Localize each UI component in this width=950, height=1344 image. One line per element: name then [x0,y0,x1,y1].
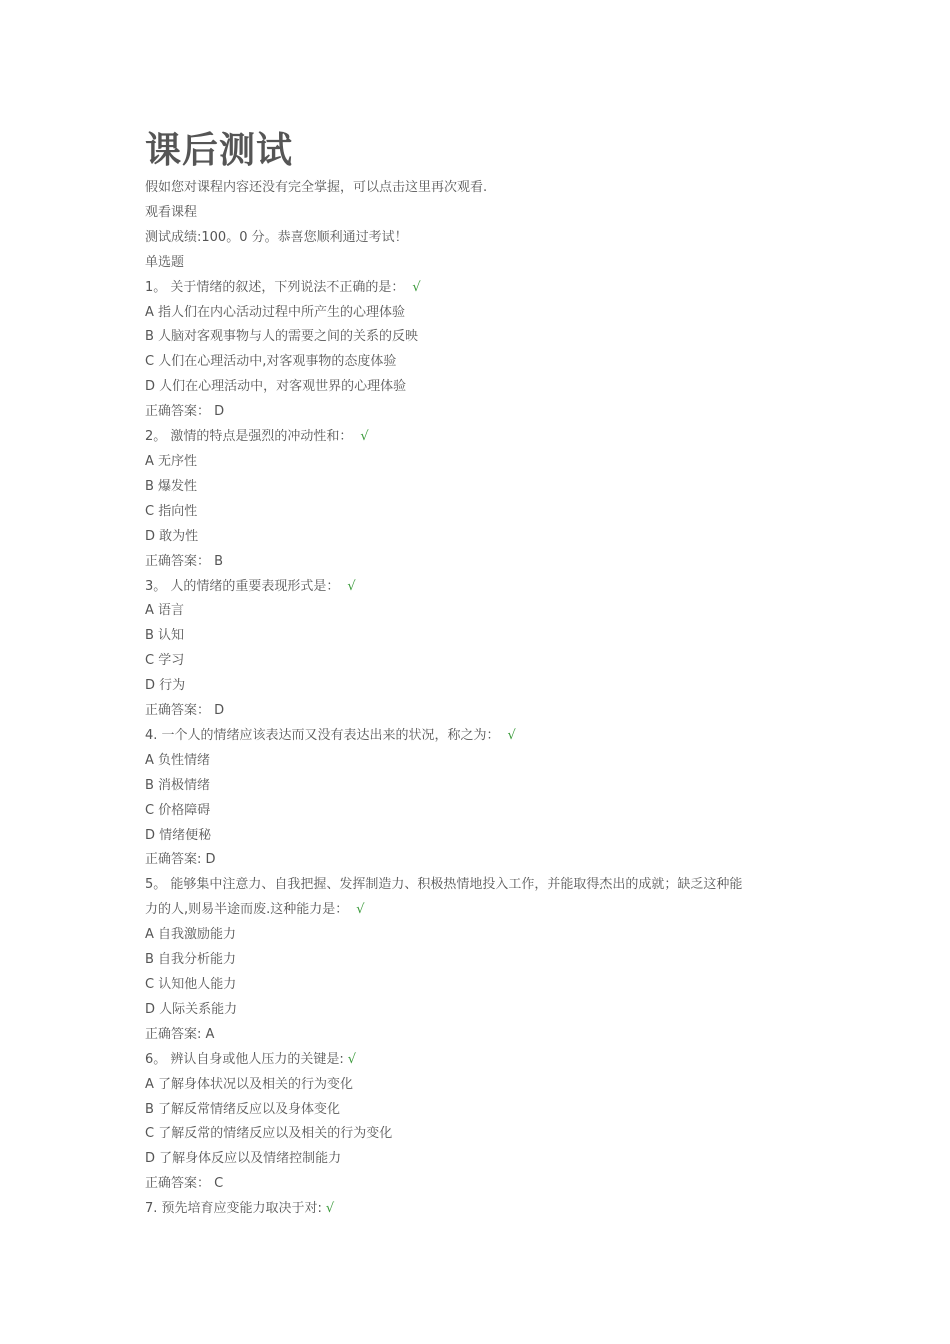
option-a: A 了解身体状况以及相关的行为变化 [145,1076,354,1092]
option-d: D 敢为性 [145,528,199,544]
question-text: 力的人,则易半途而废.这种能力是： [145,902,349,918]
question-2 [145,425,815,450]
check-icon: √ [360,429,369,445]
option-c: C 人们在心理活动中,对客观事物的态度体验 [145,354,397,370]
option-b: B 消极情绪 [145,777,211,793]
question-3 [145,575,815,600]
option-b: B 爆发性 [145,478,198,494]
check-icon: √ [325,1201,335,1217]
correct-answer: 正确答案: A [145,1026,215,1042]
option-a: A 负性情绪 [145,752,211,768]
question-text: 3。 人的情绪的重要表现形式是： [145,578,340,594]
option-c: C 指向性 [145,503,198,519]
correct-answer: 正确答案： D [145,703,225,719]
question-5-continued [145,898,815,923]
option-c: C 价格障碍 [145,802,211,818]
option-b: B 自我分析能力 [145,952,237,968]
option-d: D 行为 [145,678,186,694]
notice-text: 假如您对课程内容还没有完全掌握，可以点击这里再次观看. [145,180,488,195]
question-1 [145,276,815,301]
option-a: A 指人们在内心活动过程中所产生的心理体验 [145,304,406,320]
correct-answer: 正确答案： D [145,404,225,420]
question-text: 4. 一个人的情绪应该表达而又没有表达出来的状况，称之为： [145,727,500,743]
correct-answer: 正确答案： B [145,553,224,569]
option-c: C 认知他人能力 [145,977,237,992]
correct-answer: 正确答案: D [145,852,216,868]
question-4 [145,724,815,749]
score-text: 测试成绩:100。0 分。恭喜您顺利通过考试！ [145,229,408,245]
document-page [145,128,815,1222]
check-icon: √ [356,902,365,918]
question-text: 6。 辨认自身或他人压力的关键是: [145,1051,344,1067]
question-6 [145,1048,815,1073]
option-d: D 人际关系能力 [145,1001,238,1017]
page-title: 课后测试 [145,130,294,171]
option-b: B 认知 [145,628,185,644]
option-d: D 了解身体反应以及情绪控制能力 [145,1151,342,1167]
option-c: C 了解反常的情绪反应以及相关的行为变化 [145,1126,393,1142]
question-text: 2。 激情的特点是强烈的冲动性和： [145,429,353,445]
option-a: A 语言 [145,603,185,619]
correct-answer: 正确答案： C [145,1176,224,1192]
check-icon: √ [507,727,516,743]
section-heading: 单选题 [145,254,185,270]
option-b: B 人脑对客观事物与人的需要之间的关系的反映 [145,329,419,345]
check-icon: √ [412,279,421,295]
check-icon: √ [347,578,356,594]
option-d: D 情绪便秘 [145,827,212,843]
question-text: 5。 能够集中注意力、自我把握、发挥制造力、积极热情地投入工作，并能取得杰出的成就；缺乏这种能 [145,877,743,893]
check-icon: √ [347,1051,357,1067]
option-b: B 了解反常情绪反应以及身体变化 [145,1101,341,1117]
option-a: A 自我激励能力 [145,927,237,943]
option-d: D 人们在心理活动中，对客观世界的心理体验 [145,379,407,395]
question-5 [145,873,815,898]
question-text: 1。 关于情绪的叙述，下列说法不正确的是： [145,279,405,295]
option-a: A 无序性 [145,453,198,469]
watch-course-link[interactable]: 观看课程 [145,204,198,220]
question-text: 7. 预先培育应变能力取决于对: [145,1201,322,1217]
question-7 [145,1197,815,1222]
option-c: C 学习 [145,653,185,669]
